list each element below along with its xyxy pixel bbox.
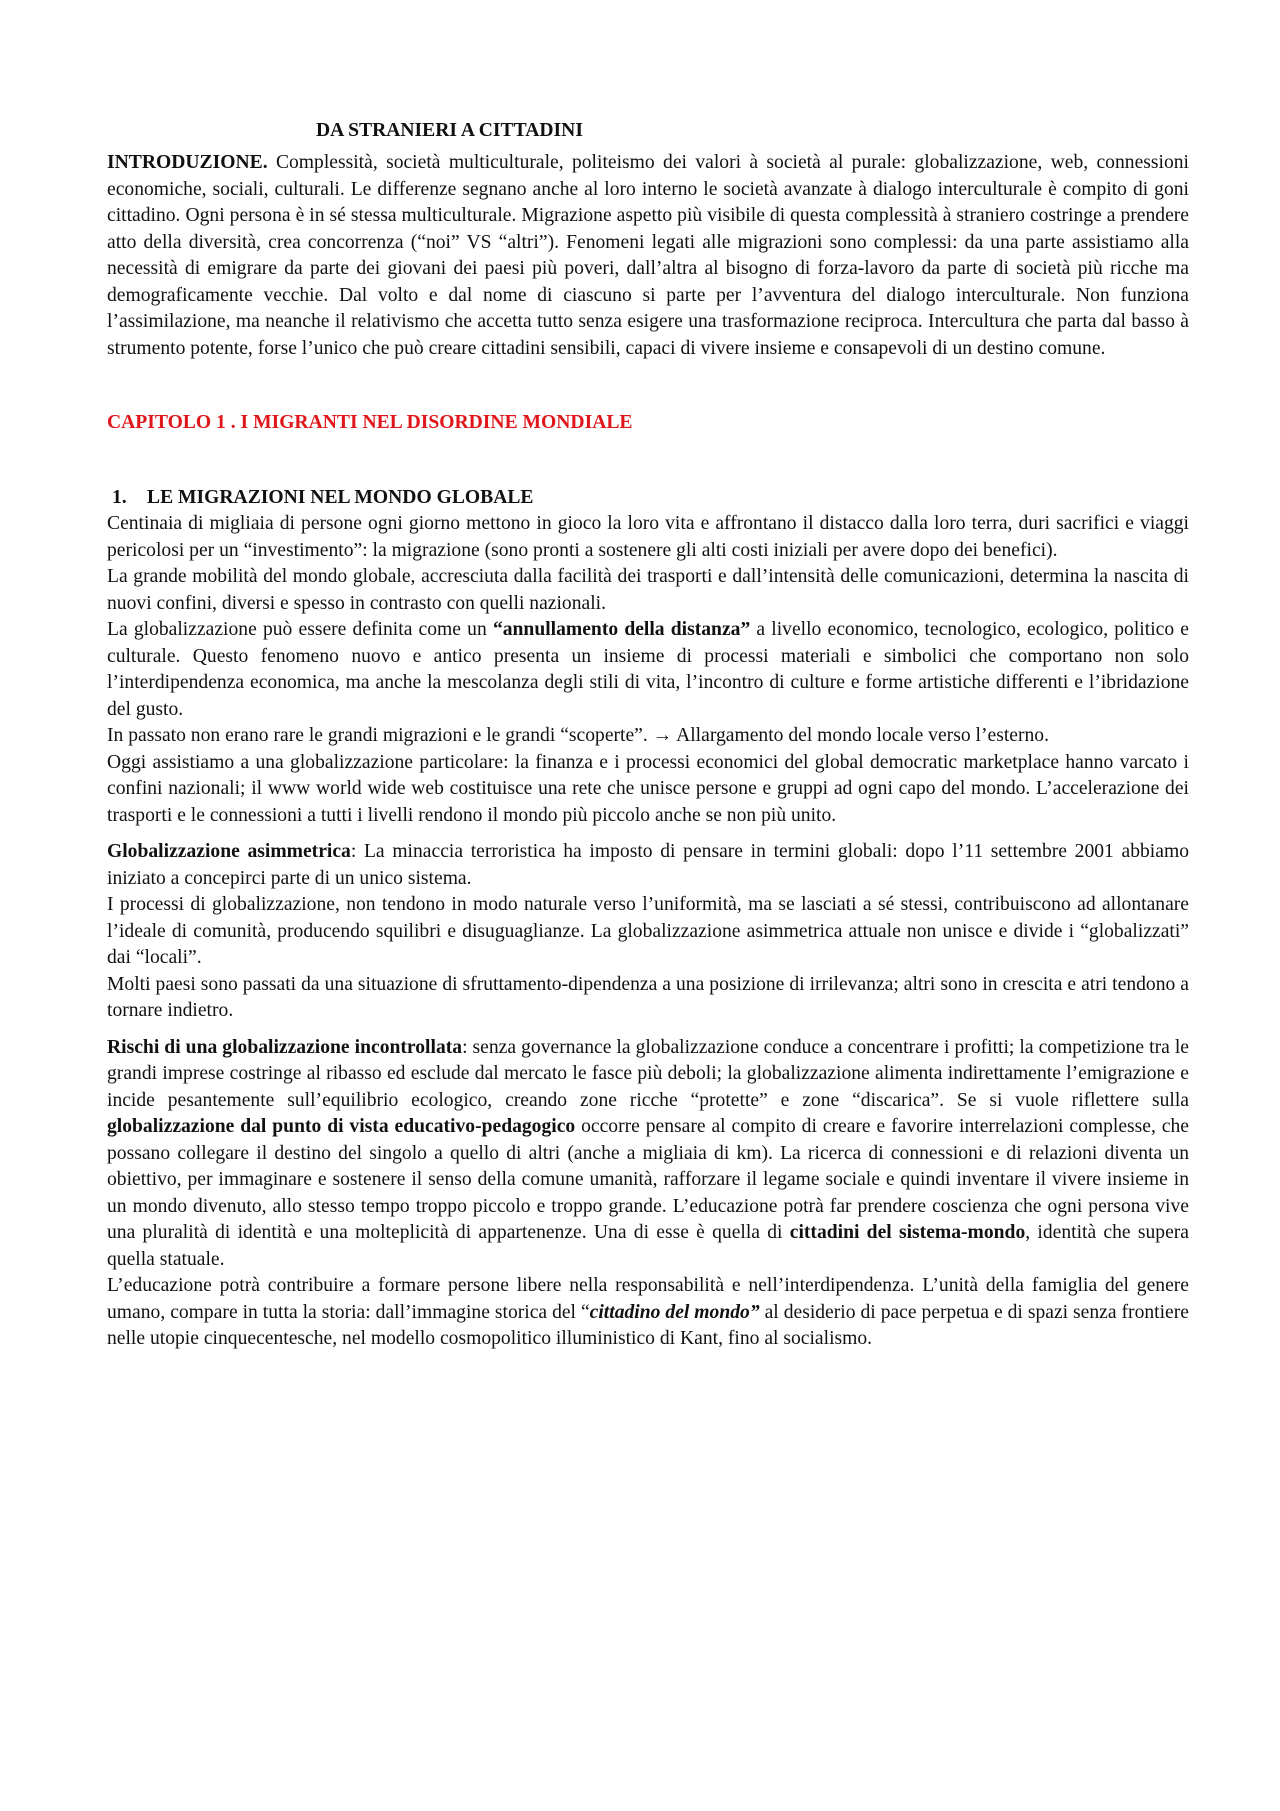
section-number: 1. xyxy=(112,487,127,508)
bold-term-distance: “annullamento della distanza” xyxy=(492,619,751,640)
paragraph-education xyxy=(107,1273,1189,1353)
bold-italic-term-citizen: cittadino del mondo” xyxy=(589,1301,760,1323)
chapter-heading: CAPITOLO 1 . I MIGRANTI NEL DISORDINE MONDIALE xyxy=(107,412,633,433)
paragraph-processes: I processi di globalizzazione, non tendono in modo naturale verso l’uniformità, ma se lasciati a sé stessi, contribuiscono ad allontanare l’ideale di comunità, producendo squilibri e disuguaglianze. La globalizzazione asimmetrica attuale non unisce e divide i “globalizzati” dai “locali”. xyxy=(107,894,1189,968)
paragraph-mobility: La grande mobilità del mondo globale, accresciuta dalla facilità dei trasporti e dall’intensità delle comunicazioni, determina la nascita di nuovi confini, diversi e spesso in contrasto con quelli nazionali. xyxy=(107,566,1189,614)
paragraph-past-migrations: In passato non erano rare le grandi migrazioni e le grandi “scoperte”. → Allargamento del mondo locale verso l’esterno. xyxy=(107,725,1049,746)
text-run: , identità che supera quella statuale. xyxy=(107,1222,1189,1270)
text-run: : La minaccia terroristica ha imposto di pensare in termini globali: dopo l’11 settembre 2001 abbiamo iniziato a concepirci parte di un unico sistema. xyxy=(107,841,1189,889)
text-run: : senza governance la globalizzazione conduce a concentrare i profitti; la competizione tra le grandi imprese costringe al ribasso ed esclude dal mercato le fasce più deboli; la globalizzazione alimenta indirettamente l’emigrazione e incide pesantemente sull’equilibrio ecologico, creando zone ricche “protette” e zone “discarica”. Se si vuole riflettere sulla xyxy=(107,1036,1189,1111)
introduction-paragraph xyxy=(107,150,1189,362)
paragraph-definition xyxy=(107,617,1189,723)
text-run: L’educazione potrà contribuire a formare persone libere nella responsabilità e nell’interdipendenza. L’unità della famiglia del genere umano, compare in tutta la storia: dall’immagine storica del “ xyxy=(107,1275,1189,1323)
text-run: a livello economico, tecnologico, ecologico, politico e culturale. Questo fenomeno nuovo e antico presenta un insieme di processi materiali e simbolici che comportano non solo l’interdipendenza economica, ma anche la mescolanza degli stili di vita, l’incontro di culture e forme artistiche differenti e l’ibridazione del gusto. xyxy=(107,619,1189,720)
paragraph-asymmetric xyxy=(107,839,1189,892)
introduction-label: INTRODUZIONE. xyxy=(107,152,268,173)
paragraph-countries: Molti paesi sono passati da una situazione di sfruttamento-dipendenza a una posizione di irrilevanza; altri sono in crescita e atri tendono a tornare indietro. xyxy=(107,973,1189,1021)
bold-term-educational: globalizzazione dal punto di vista educativo-pedagogico xyxy=(107,1116,576,1137)
introduction-text: Complessità, società multiculturale, politeismo dei valori à società al purale: globalizzazione, web, connessioni economiche, sociali, culturali. Le differenze segnano anche al loro interno le società avanzate à dialogo interculturale è compito di goni cittadino. Ogni persona è in sé stessa multiculturale. Migrazione aspetto più visibile di questa complessità à straniero costringe a prendere atto della diversità, crea concorrenza (“noi” VS “altri”). Fenomeni legati alle migrazioni sono complessi: da una parte assistiamo alla necessità di emigrare da parte dei giovani dei paesi più poveri, dall’altra al bisogno di forza-lavoro da parte di società più ricche ma demograficamente vecchie. Dal volto e dal nome di ciascuno si parte per l’avventura del dialogo interculturale. Non funziona l’assimilazione, ma neanche il relativismo che accetta tutto senza esigere una trasformazione reciproca. Intercultura che parta dal basso à strumento potente, forse l’unico che può creare cittadini sensibili, capaci di vivere insieme e consapevoli di un destino comune. xyxy=(107,152,1189,359)
bold-term-world-citizens: cittadini del sistema-mondo xyxy=(789,1222,1026,1243)
text-run: La globalizzazione può essere definita come un xyxy=(107,619,493,640)
section-heading xyxy=(107,485,1189,511)
paragraph-investment: Centinaia di migliaia di persone ogni giorno mettono in gioco la loro vita e affrontano il distacco dalla loro terra, duri sacrifici e viaggi pericolosi per un “investimento”: la migrazione (sono pronti a sostenere gli alti costi iniziali per avere dopo dei benefici). xyxy=(107,513,1189,561)
bold-term-asymmetric: Globalizzazione asimmetrica xyxy=(107,841,351,862)
section-title: LE MIGRAZIONI NEL MONDO GLOBALE xyxy=(147,487,534,508)
document-body xyxy=(107,118,1189,1353)
paragraph-risks xyxy=(107,1035,1189,1274)
document-title: DA STRANIERI A CITTADINI xyxy=(316,120,583,141)
bold-term-risks: Rischi di una globalizzazione incontrollata xyxy=(107,1036,463,1058)
paragraph-today: Oggi assistiamo a una globalizzazione particolare: la finanza e i processi economici del global democratic marketplace hanno varcato i confini nazionali; il www world wide web costituisce una rete che unisce persone e gruppi ad ogni capo del mondo. L’accelerazione dei trasporti e le connessioni a tutti i livelli rendono il mondo più piccolo anche se non più unito. xyxy=(107,751,1189,826)
text-run: occorre pensare al compito di creare e favorire interrelazioni complesse, che possano collegare il destino del singolo a quello di altri (anche a migliaia di km). La ricerca di connessioni e di relazioni diventa un obiettivo, per immaginare e sostenere il senso della comune umanità, rafforzare il legame sociale e quindi inventare il vivere insieme in un mondo divenuto, allo stesso tempo troppo piccolo e troppo grande. L’educazione potrà far prendere coscienza che ogni persona vive una pluralità di identità e una molteplicità di appartenenze. Una di esse è quella di xyxy=(107,1116,1189,1243)
text-run: al desiderio di pace perpetua e di spazi senza frontiere nelle utopie cinquecentesche, nel modello cosmopolitico illuministico di Kant, fino al socialismo. xyxy=(107,1301,1189,1349)
